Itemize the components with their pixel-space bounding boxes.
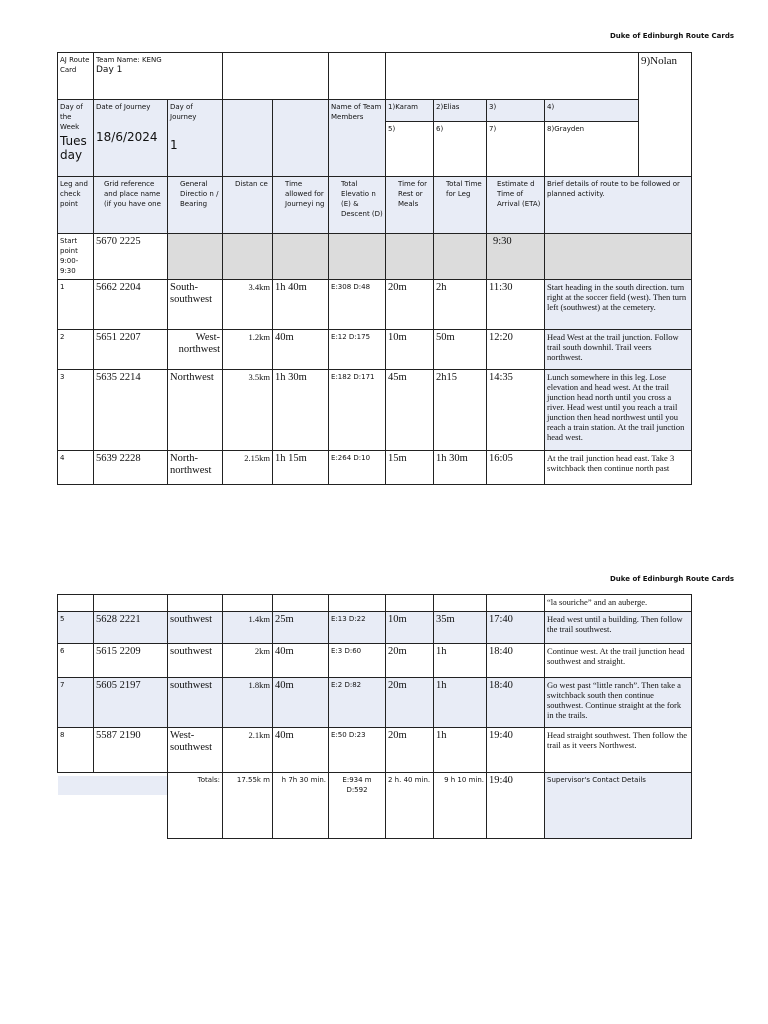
col-distance: Distan ce [223,177,273,234]
leg-time: 40m [273,728,329,773]
leg-distance: 2.1km [223,728,273,773]
leg-elevation: E:308 D:48 [329,280,386,330]
leg-grid: 5605 2197 [94,678,168,728]
totals-rest: 2 h. 40 min. [386,773,434,839]
leg-time: 40m [273,644,329,678]
col-eta: Estimate d Time of Arrival (ETA) [487,177,545,234]
table-row [58,330,692,370]
leg-elevation: E:50 D:23 [329,728,386,773]
leg-direction: southwest [168,612,223,644]
member-1: 1)Karam [386,100,434,122]
empty-cell [168,234,223,280]
day-of-week-label: Day of the Week [60,103,83,131]
leg-elevation: E:264 D:10 [329,451,386,485]
leg-rest: 45m [386,370,434,451]
table-row [58,678,692,728]
member-4: 4) [545,100,639,122]
empty-cell [487,595,545,612]
start-grid: 5670 2225 [94,234,168,280]
leg-total-time: 2h [434,280,487,330]
route-card-table-2 [57,594,692,839]
leg-total-time: 1h [434,644,487,678]
start-leg: Start point 9:00- 9:30 [58,234,94,280]
member-3: 3) [487,100,545,122]
leg-direction: southwest [168,678,223,728]
col-elevation: Total Elevatio n (E) & Descent (D) [329,177,386,234]
leg-distance: 3.4km [223,280,273,330]
empty-cell [545,234,692,280]
empty-cell [273,595,329,612]
leg-grid: 5651 2207 [94,330,168,370]
empty-cell [223,100,273,177]
leg-number: 2 [58,330,94,370]
leg-total-time: 1h 30m [434,451,487,485]
leg-details: Go west past “little ranch”. Then take a switchback south then continue southwest. Continue straight at the fork in the trails. [545,678,692,728]
leg-direction: North- northwest [168,451,223,485]
table-row [58,612,692,644]
col-grid: Grid reference and place name (if you have one [94,177,168,234]
empty-cell [58,595,94,612]
empty-cell [273,100,329,177]
date-value: 18/6/2024 [96,130,158,144]
empty-cell [434,595,487,612]
empty-cell [386,595,434,612]
leg-number: 7 [58,678,94,728]
table-row [58,644,692,678]
table-row [58,451,692,485]
col-details: Brief details of route to be followed or planned activity. [545,177,692,234]
col-rest: Time for Rest or Meals [386,177,434,234]
day-of-week-cell [58,100,94,177]
totals-distance: 17.55k m [223,773,273,839]
totals-row [58,773,692,839]
member-8: 8)Grayden [545,122,639,177]
leg-time: 25m [273,612,329,644]
empty-cell [386,53,639,100]
leg-grid: 5639 2228 [94,451,168,485]
leg-total-time: 1h [434,678,487,728]
leg-total-time: 1h [434,728,487,773]
leg-details: Head West at the trail junction. Follow trail south downhil. Trail veers northwest. [545,330,692,370]
leg-time: 1h 15m [273,451,329,485]
leg-eta: 14:35 [487,370,545,451]
leg-elevation: E:12 D:175 [329,330,386,370]
leg-rest: 20m [386,280,434,330]
leg-details: Head west until a building. Then follow the trail southwest. [545,612,692,644]
totals-eta: 19:40 [487,773,545,839]
leg-direction: West- northwest [168,330,223,370]
leg-distance: 1.2km [223,330,273,370]
leg-details: Continue west. At the trail junction head southwest and straight. [545,644,692,678]
totals-time: h 7h 30 min. [273,773,329,839]
leg-distance: 1.4km [223,612,273,644]
leg-elevation: E:182 D:171 [329,370,386,451]
member-7: 7) [487,122,545,177]
leg-distance: 3.5km [223,370,273,451]
empty-cell [329,234,386,280]
leg-details: At the trail junction head east. Take 3 switchback then continue north past [545,451,692,485]
totals-label: Totals: [168,773,223,839]
leg-eta: 16:05 [487,451,545,485]
day-of-journey-value: 1 [170,138,178,152]
leg-rest: 15m [386,451,434,485]
day-label: Day 1 [96,65,123,75]
col-leg: Leg and check point [58,177,94,234]
leg-direction: South- southwest [168,280,223,330]
col-direction: General Directio n / Bearing [168,177,223,234]
leg-distance: 2.15km [223,451,273,485]
col-total-time: Total Time for Leg [434,177,487,234]
member-5: 5) [386,122,434,177]
details-continuation: “la souriche” and an auberge. [545,595,692,612]
leg-number: 1 [58,280,94,330]
leg-direction: Northwest [168,370,223,451]
totals-elevation: E:934 m D:592 [329,773,386,839]
route-card-table-1 [57,52,692,485]
leg-rest: 20m [386,728,434,773]
empty-cell [168,595,223,612]
leg-rest: 20m [386,678,434,728]
leg-number: 8 [58,728,94,773]
day-of-journey-cell [168,100,223,177]
leg-eta: 19:40 [487,728,545,773]
leg-total-time: 35m [434,612,487,644]
leg-time: 1h 40m [273,280,329,330]
document-title-page-2: Duke of Edinburgh Route Cards [610,575,734,583]
empty-cell [223,53,329,100]
table-row [58,728,692,773]
leg-eta: 11:30 [487,280,545,330]
col-time: Time allowed for Journeyi ng [273,177,329,234]
date-label: Date of Journey [96,103,151,111]
supervisor-contact: Supervisor's Contact Details [545,773,692,839]
empty-cell [223,595,273,612]
document-title: Duke of Edinburgh Route Cards [610,32,734,40]
leg-distance: 2km [223,644,273,678]
table-row [58,280,692,330]
day-of-week-value: Tues day [60,134,87,162]
leg-number: 5 [58,612,94,644]
leg-eta: 17:40 [487,612,545,644]
totals-total-time: 9 h 10 min. [434,773,487,839]
team-cell [94,53,223,100]
leg-rest: 10m [386,612,434,644]
start-eta: 9:30 [487,234,545,280]
route-card-label: AJ Route Card [58,53,94,100]
leg-time: 1h 30m [273,370,329,451]
leg-details: Lunch somewhere in this leg. Lose elevation and head west. At the trail junction head north until you cross a river. Head west until you reach a trail junction then head northwest until you reach a train station. At the trail junction head west. [545,370,692,451]
day-of-journey-label: Day of Journey [170,103,197,121]
empty-cell [94,595,168,612]
leg-grid: 5615 2209 [94,644,168,678]
leg-time: 40m [273,330,329,370]
leg-direction: southwest [168,644,223,678]
empty-cell [329,595,386,612]
empty-cell [223,234,273,280]
leg-eta: 18:40 [487,644,545,678]
leg-grid: 5628 2221 [94,612,168,644]
leg-eta: 18:40 [487,678,545,728]
leg-number: 3 [58,370,94,451]
leg-number: 4 [58,451,94,485]
empty-cell [329,53,386,100]
leg-elevation: E:3 D:60 [329,644,386,678]
team-members-label: Name of Team Members [329,100,386,177]
empty-cell [434,234,487,280]
leg-grid: 5662 2204 [94,280,168,330]
date-cell [94,100,168,177]
empty-cell [386,234,434,280]
leg-total-time: 2h15 [434,370,487,451]
leg-rest: 20m [386,644,434,678]
table-row [58,370,692,451]
leg-number: 6 [58,644,94,678]
leg-eta: 12:20 [487,330,545,370]
leg-time: 40m [273,678,329,728]
member-2: 2)Elias [434,100,487,122]
member-9: 9)Nolan [639,53,692,177]
leg-details: Start heading in the south direction. turn right at the soccer field (west). Then turn left (southwest) at the cemetery. [545,280,692,330]
leg-elevation: E:13 D:22 [329,612,386,644]
leg-details: Head straight southwest. Then follow the trail as it veers Northwest. [545,728,692,773]
leg-grid: 5587 2190 [94,728,168,773]
totals-blank [58,773,168,839]
leg-elevation: E:2 D:82 [329,678,386,728]
member-6: 6) [434,122,487,177]
team-name: Team Name: KENG [96,56,162,64]
empty-cell [273,234,329,280]
leg-rest: 10m [386,330,434,370]
leg-total-time: 50m [434,330,487,370]
leg-distance: 1.8km [223,678,273,728]
leg-direction: West- southwest [168,728,223,773]
leg-grid: 5635 2214 [94,370,168,451]
